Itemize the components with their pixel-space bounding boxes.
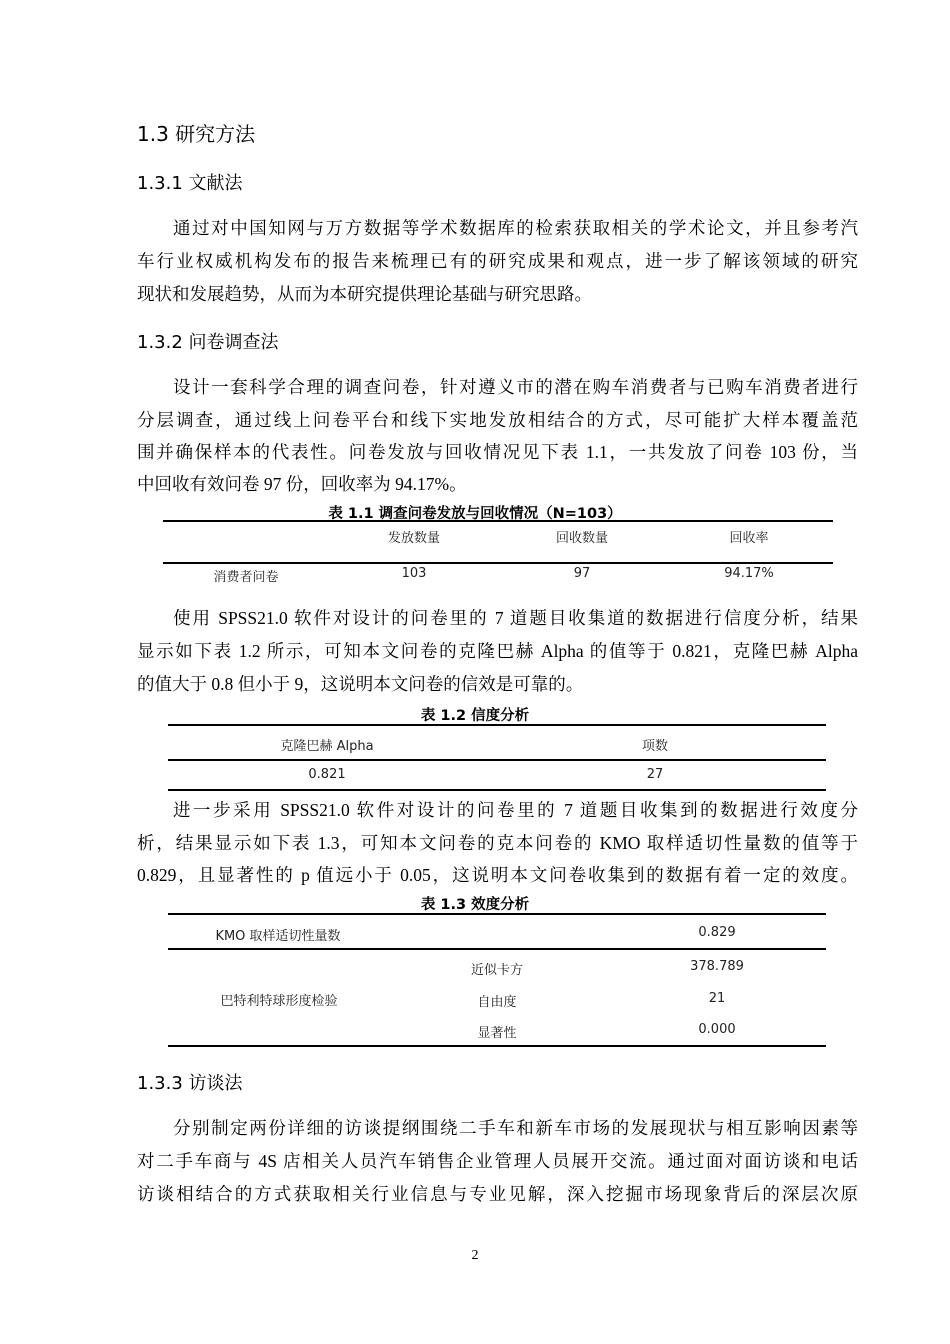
table-rule (168, 789, 826, 791)
paragraph-line: 设计一套科学合理的调查问卷，针对遵义市的潜在购车消费者与已购车消费者进行 (173, 377, 858, 397)
table-cell: 97 (573, 566, 591, 581)
paragraph-line: 现状和发展趋势，从而为本研究提供理论基础与研究思路。 (137, 284, 592, 304)
table-rule (168, 759, 826, 761)
table-rule (168, 948, 826, 950)
table-cell: 21 (708, 991, 726, 1006)
paragraph-line: 围并确保样本的代表性。问卷发放与回收情况见下表 1.1，一共发放了问卷 103 份，当 (137, 442, 858, 462)
paragraph-line: 显示如下表 1.2 所示，可知本文问卷的克隆巴赫 Alpha 的值等于 0.821，克隆巴赫 Alpha (137, 641, 858, 661)
table-cell: 消费者问卷 (213, 570, 279, 585)
page-number: 2 (471, 1248, 479, 1263)
paragraph-line: 使用 SPSS21.0 软件对设计的问卷里的 7 道题目收集道的数据进行信度分析，结果 (173, 608, 858, 628)
heading-1-3-2: 1.3.2 问卷调查法 (137, 332, 279, 353)
table-rule (168, 724, 826, 726)
paragraph-line: 车行业权威机构发布的报告来梳理已有的研究成果和观点，进一步了解该领域的研究 (137, 251, 858, 271)
table-1-3-caption: 表 1.3 效度分析 (420, 897, 530, 913)
table-1-2-caption: 表 1.2 信度分析 (420, 708, 530, 724)
table-header: 发放数量 (387, 531, 441, 546)
heading-1-3-3: 1.3.3 访谈法 (137, 1073, 243, 1094)
table-cell: KMO 取样适切性量数 (215, 929, 341, 944)
table-rule (163, 562, 833, 564)
table-rule (163, 520, 833, 522)
paragraph-line: 0.829，且显著性的 p 值远小于 0.05，这说明本文问卷收集到的数据有着一定的效度。 (137, 865, 858, 885)
table-header: 回收率 (729, 531, 769, 546)
table-cell: 378.789 (690, 959, 744, 974)
table-rule (168, 913, 826, 915)
table-cell: 0.821 (308, 767, 346, 782)
table-cell: 显著性 (477, 1026, 517, 1041)
table-cell: 巴特利特球形度检验 (220, 994, 338, 1009)
paragraph-line: 的值大于 0.8 但小于 9，这说明本文问卷的信效是可靠的。 (137, 674, 584, 694)
paragraph-line: 进一步采用 SPSS21.0 软件对设计的问卷里的 7 道题目收集到的数据进行效度分 (173, 800, 858, 820)
table-cell: 近似卡方 (470, 963, 524, 978)
paragraph-line: 分层调查，通过线上问卷平台和线下实地发放相结合的方式，尽可能扩大样本覆盖范 (137, 410, 858, 430)
heading-1-3-1: 1.3.1 文献法 (137, 173, 243, 194)
table-cell: 103 (401, 566, 427, 581)
table-header: 项数 (641, 739, 669, 754)
table-cell: 27 (646, 767, 664, 782)
table-rule (168, 1045, 826, 1047)
table-cell: 0.829 (698, 925, 736, 940)
table-1-1-caption: 表 1.1 调查问卷发放与回收情况（N=103） (328, 506, 622, 522)
paragraph-line: 访谈相结合的方式获取相关行业信息与专业见解，深入挖掘市场现象背后的深层次原 (137, 1184, 858, 1204)
paragraph-line: 通过对中国知网与万方数据等学术数据库的检索获取相关的学术论文，并且参考汽 (173, 218, 858, 238)
table-cell: 94.17% (724, 566, 774, 581)
table-header: 回收数量 (555, 531, 609, 546)
paragraph-line: 中回收有效问卷 97 份，回收率为 94.17%。 (137, 474, 467, 494)
heading-1-3: 1.3 研究方法 (137, 122, 256, 146)
paragraph-line: 析，结果显示如下表 1.3，可知本文问卷的克本问卷的 KMO 取样适切性量数的值等于 (137, 833, 858, 853)
table-cell: 自由度 (477, 995, 517, 1010)
paragraph-line: 对二手车商与 4S 店相关人员汽车销售企业管理人员展开交流。通过面对面访谈和电话 (137, 1151, 858, 1171)
paragraph-line: 分别制定两份详细的访谈提纲围绕二手车和新车市场的发展现状与相互影响因素等 (173, 1118, 858, 1138)
table-header: 克隆巴赫 Alpha (280, 739, 374, 754)
table-cell: 0.000 (698, 1022, 736, 1037)
